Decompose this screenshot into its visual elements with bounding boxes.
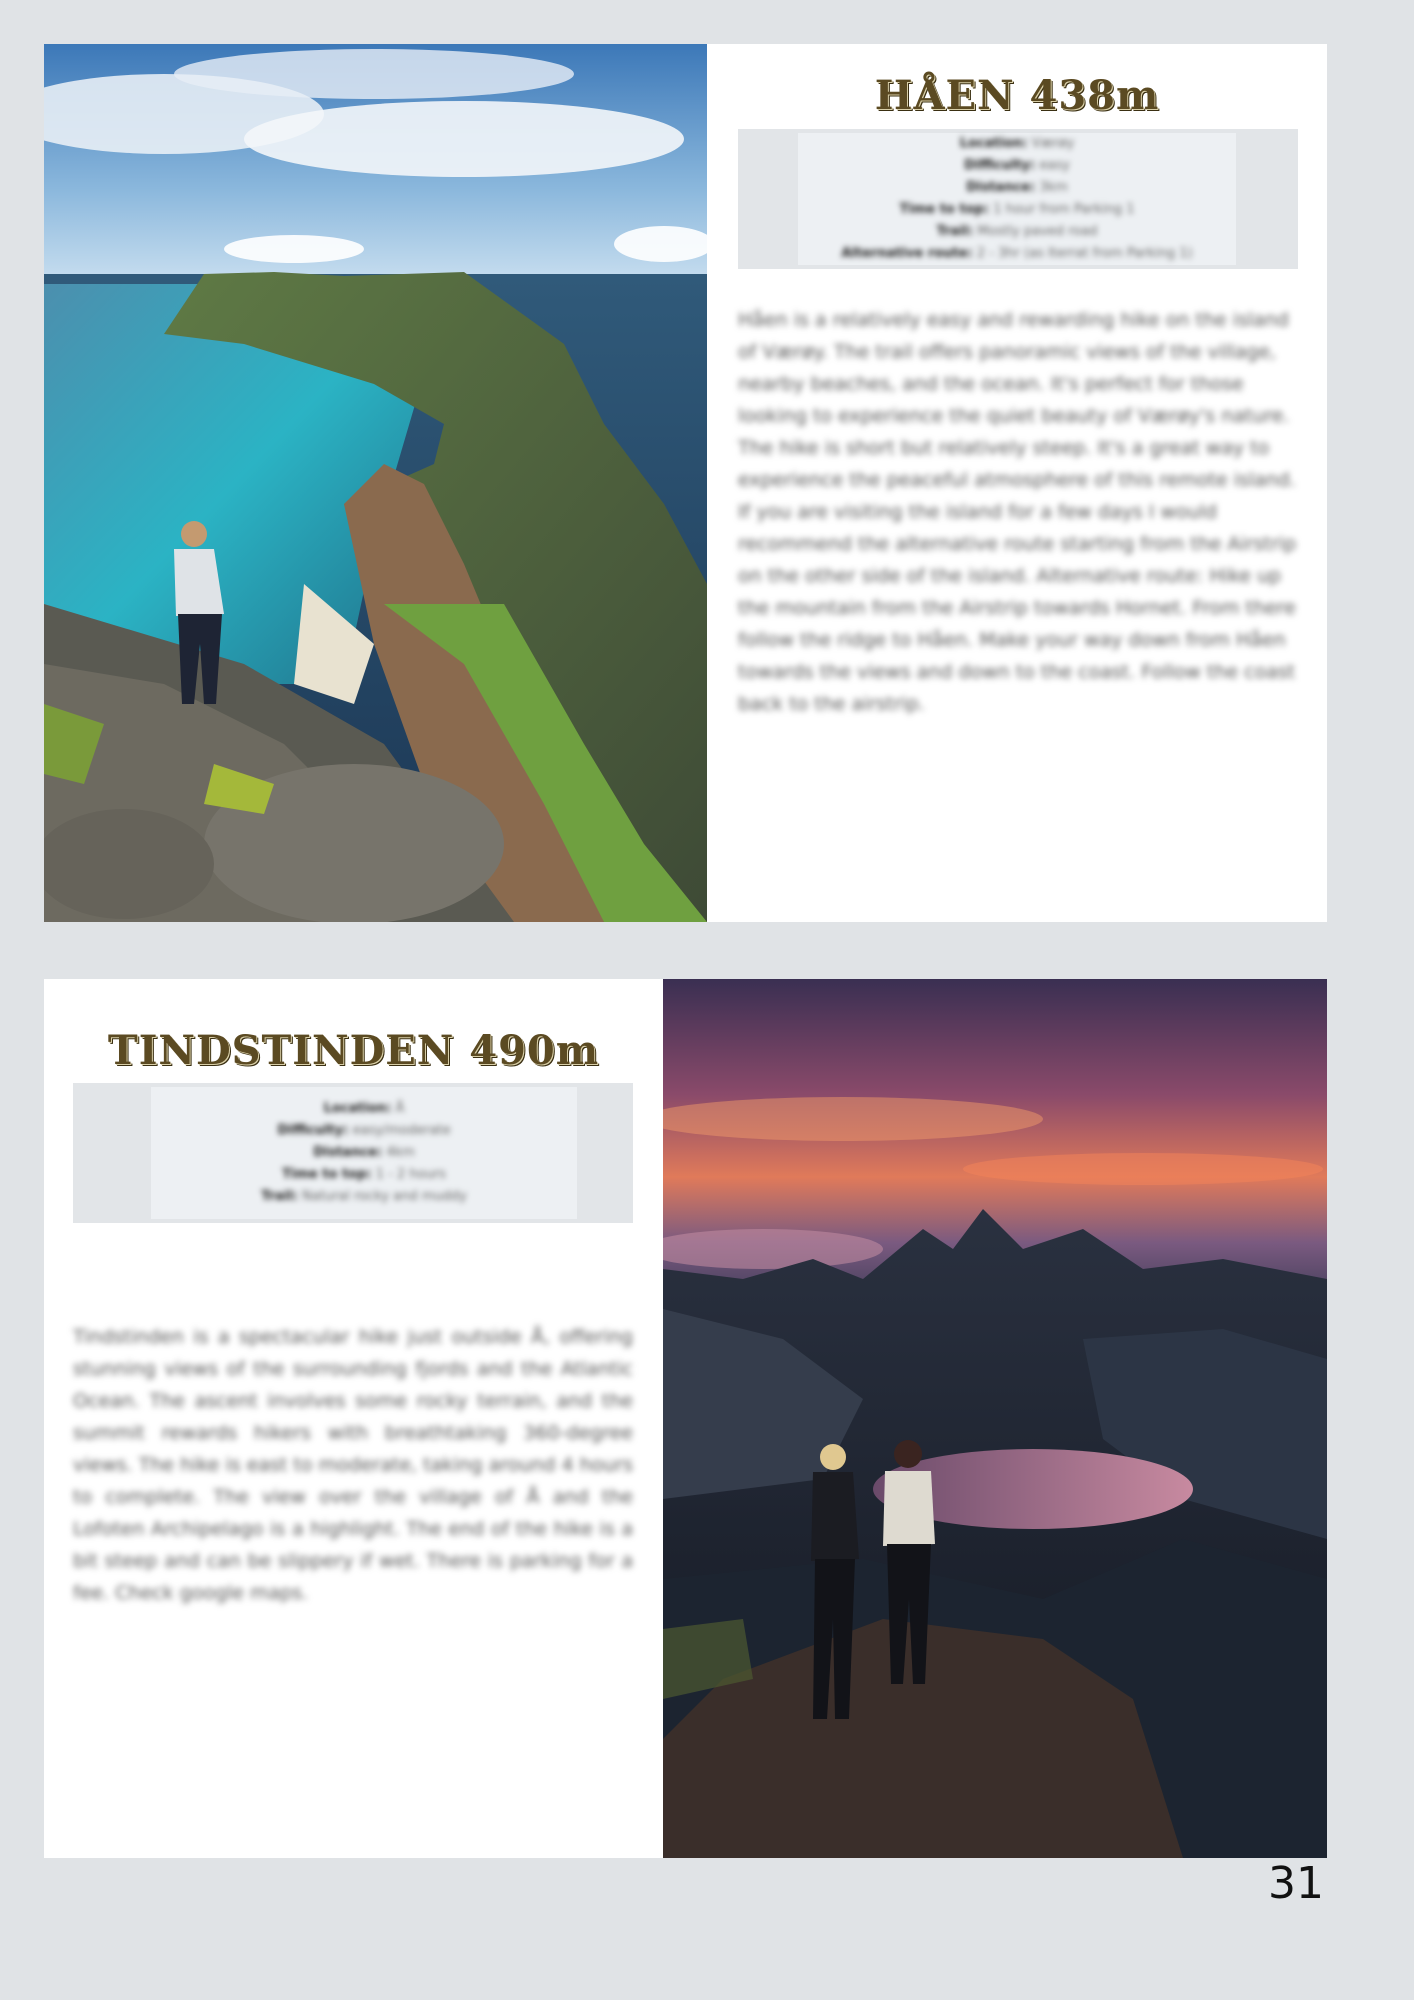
haen-info-inner <box>798 133 1236 265</box>
section-tindstinden-card <box>44 979 1327 1858</box>
haen-paragraph-2: If you are visiting the island for a few days I would recommend the alternative route starting from the Airstrip on the other side of the island. Alternative route: Hike up the mountain from the Airstrip towards Hornet. From there follow the ridge to Håen. Make your way down from Håen towards the views and down to the coast. Follow the coast back to the airstrip. <box>738 501 1297 715</box>
haen-info-location: Location: Værøy <box>959 136 1075 151</box>
tindstinden-info-box <box>73 1083 633 1223</box>
haen-info-box <box>738 129 1298 269</box>
haen-landscape-image <box>44 44 707 922</box>
haen-info-time: Time to top: 1 hour from Parking 1 <box>899 202 1135 217</box>
haen-info-difficulty: Difficulty: easy <box>964 158 1070 173</box>
haen-info-distance: Distance: 3km <box>966 180 1068 195</box>
haen-info-trail: Trail: Mostly paved road <box>936 224 1098 239</box>
haen-title: HÅEN 438m <box>874 72 1160 119</box>
section-haen-card <box>44 44 1327 922</box>
tindstinden-description <box>73 1321 633 1609</box>
haen-paragraph-1: Håen is a relatively easy and rewarding hike on the island of Værøy. The trail offers panoramic views of the village, nearby beaches, and the ocean. It's perfect for those looking to experience the quiet beauty of Værøy's nature. The hike is short but relatively steep. It's a great way to experience the peaceful atmosphere of this remote island. <box>738 309 1296 491</box>
tindstinden-info-trail: Trail: Natural rocky and muddy <box>261 1189 467 1204</box>
tindstinden-sunset-image <box>663 979 1327 1858</box>
tindstinden-info-difficulty: Difficulty: easy/moderate <box>277 1123 451 1138</box>
tindstinden-title: TINDSTINDEN 490m <box>107 1027 600 1074</box>
tindstinden-photo <box>663 979 1327 1858</box>
tindstinden-info-distance: Distance: 4km <box>313 1145 415 1160</box>
tindstinden-info-location: Location: Å <box>323 1101 405 1116</box>
tindstinden-info-inner <box>151 1087 577 1219</box>
haen-description <box>738 304 1298 720</box>
page-number: 31 <box>1268 1858 1324 1909</box>
tindstinden-info-time: Time to top: 1 - 2 hours <box>282 1167 446 1182</box>
haen-info-alternative: Alternative route: 2 - 3hr (as Iterrat from Parking 1) <box>841 246 1193 261</box>
haen-photo <box>44 44 707 922</box>
tindstinden-paragraph-1: Tindstinden is a spectacular hike just outside Å, offering stunning views of the surrounding fjords and the Atlantic Ocean. The ascent involves some rocky terrain, and the summit rewards hikers with breathtaking 360-degree views. The hike is east to moderate, taking around 4 hours to complete. The view over the village of Å and the Lofoten Archipelago is a highlight. The end of the hike is a bit steep and can be slippery if wet. There is parking for a fee. Check google maps. <box>73 1326 633 1604</box>
